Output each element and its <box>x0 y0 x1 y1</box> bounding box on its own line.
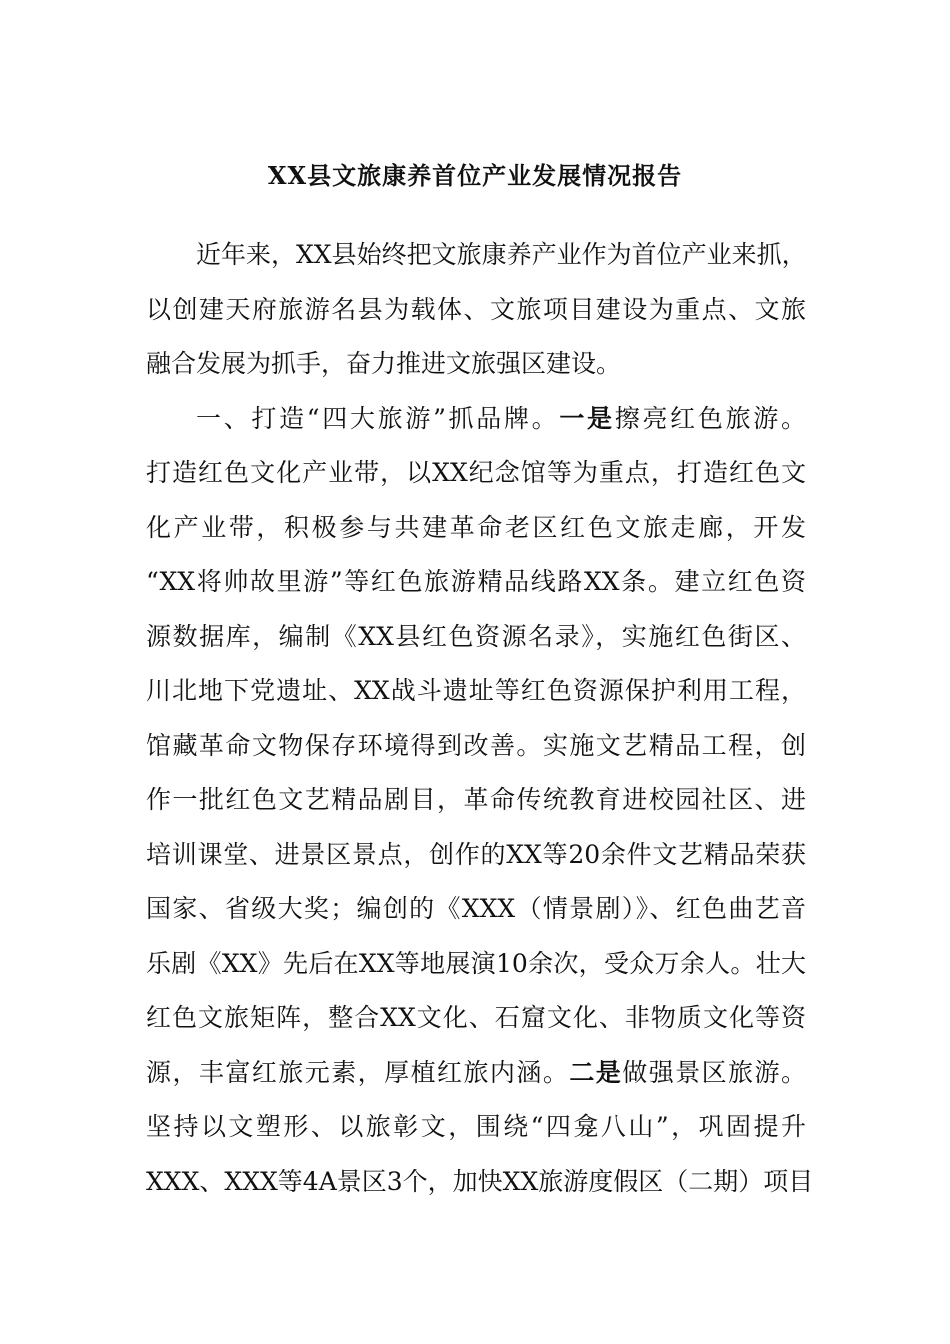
line-text: 化产业带，积极参与共建革命老区红色文旅走廊，开发 <box>146 512 806 542</box>
line-text: 坚持以文塑形、以旅彰文，围绕“四龛八山”，巩固提升 <box>146 1112 806 1141</box>
paragraph-line <box>146 991 806 1046</box>
line-text: 川北地下党遗址、XX战斗遗址等红色资源保护利用工程， <box>146 676 806 705</box>
emphasis-label: 二是 <box>569 1057 623 1087</box>
paragraph-line <box>146 937 806 992</box>
document-title: XX县文旅康养首位产业发展情况报告 <box>267 161 683 190</box>
document-body <box>146 228 814 1209</box>
emphasis-label: 一是 <box>559 403 615 433</box>
line-text: 源，丰富红旅元素，厚植红旅内涵。 <box>146 1057 570 1087</box>
line-text: 打造红色文化产业带，以XX纪念馆等为重点，打造红色文 <box>146 458 806 487</box>
paragraph-line <box>146 446 806 501</box>
line-text: XXX、XXX等4A景区3个，加快XX旅游度假区（二期）项目 <box>146 1166 814 1196</box>
line-text: 培训课堂、进景区景点，创作的XX等20余件文艺精品荣获 <box>146 839 806 869</box>
paragraph-line <box>146 1046 806 1101</box>
paragraph-line <box>146 1100 806 1155</box>
line-text: 一、打造“四大旅游”抓品牌。 <box>196 403 560 433</box>
paragraph-line <box>146 773 806 828</box>
line-text: “XX将帅故里游”等红色旅游精品线路XX条。建立红色资 <box>146 567 806 596</box>
line-text: 作一批红色文艺精品剧目，革命传统教育进校园社区、进 <box>146 785 806 814</box>
paragraph-line <box>146 882 806 937</box>
line-text: 源数据库，编制《XX县红色资源名录》，实施红色街区、 <box>146 621 806 651</box>
line-text: 馆藏革命文物保存环境得到改善。实施文艺精品工程，创 <box>146 730 806 760</box>
paragraph-line <box>146 283 806 338</box>
paragraph-line <box>146 719 806 774</box>
paragraph-line <box>146 664 806 719</box>
line-text: 红色文旅矩阵，整合XX文化、石窟文化、非物质文化等资 <box>146 1003 806 1032</box>
line-text: 融合发展为抓手，奋力推进文旅强区建设。 <box>146 349 622 378</box>
line-text: 近年来，XX县始终把文旅康养产业作为首位产业来抓， <box>196 240 807 269</box>
line-text: 以创建天府旅游名县为载体、文旅项目建设为重点、文旅 <box>146 294 806 324</box>
line-text: 乐剧《XX》先后在XX等地展演10余次，受众万余人。壮大 <box>146 948 806 978</box>
line-text: 擦亮红色旅游。 <box>614 403 806 433</box>
paragraph-line <box>146 501 806 556</box>
paragraph-line <box>146 337 806 392</box>
line-text: 国家、省级大奖；编创的《XXX（情景剧）》、红色曲艺音 <box>146 894 806 923</box>
line-text: 做强景区旅游。 <box>622 1057 806 1087</box>
paragraph-line <box>146 828 806 883</box>
paragraph-line <box>146 555 806 610</box>
paragraph-line <box>146 1155 814 1210</box>
paragraph-line <box>146 392 806 447</box>
paragraph-line <box>146 228 806 283</box>
paragraph-line <box>146 610 806 665</box>
